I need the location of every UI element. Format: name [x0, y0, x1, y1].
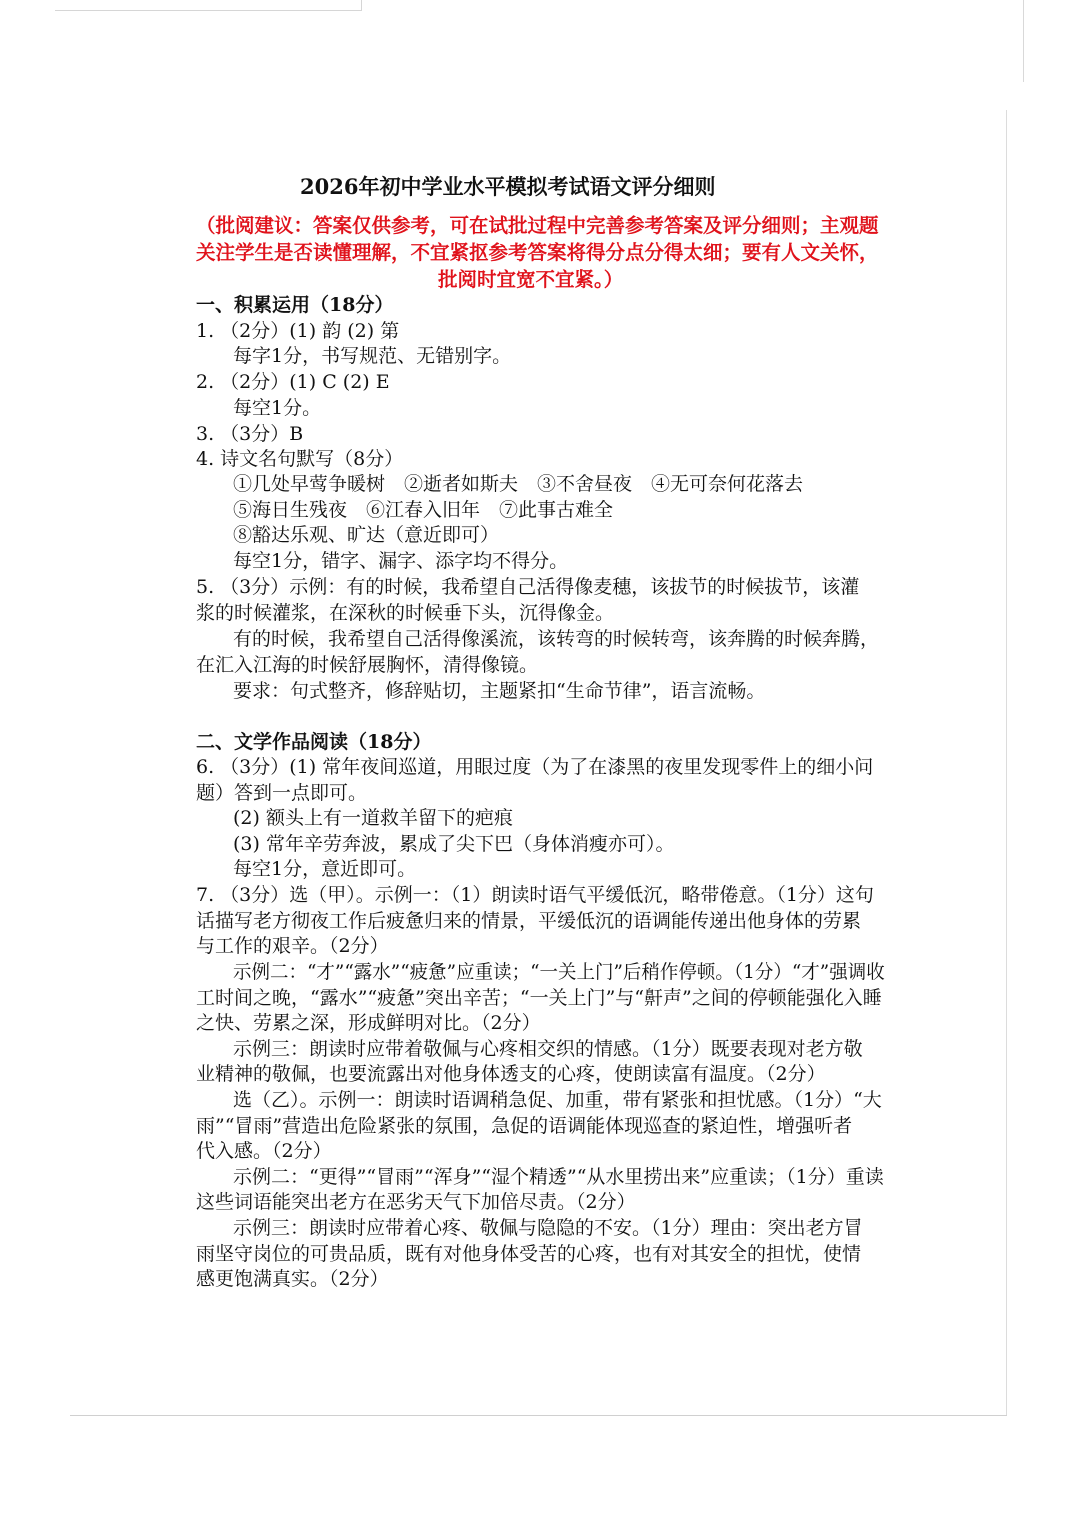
answer-line: 3. （3分）B [196, 423, 304, 445]
grading-notice-line: 关注学生是否读懂理解，不宜紧抠参考答案将得分点分得太细；要有人文关怀， [196, 241, 879, 264]
answer-line: 每空1分，意近即可。 [233, 858, 417, 880]
answer-line: 6. （3分）(1) 常年夜间巡道，用眼过度（为了在漆黑的夜里发现零件上的细小问 [196, 756, 874, 778]
answer-line: (3) 常年辛劳奔波，累成了尖下巴（身体消瘦亦可）。 [233, 833, 675, 855]
answer-line: 之快、劳累之深，形成鲜明对比。（2分） [196, 1012, 541, 1034]
answer-line: 业精神的敬佩，也要流露出对他身体透支的心疼，使朗读富有温度。（2分） [196, 1063, 826, 1085]
answer-line: 每空1分，错字、漏字、添字均不得分。 [233, 550, 569, 572]
answer-line: 浆的时候灌浆，在深秋的时候垂下头，沉得像金。 [196, 602, 615, 624]
answer-line: 感更饱满真实。（2分） [196, 1268, 389, 1290]
answer-line: 选（乙）。示例一：朗读时语调稍急促、加重，带有紧张和担忧感。（1分）“大 [233, 1089, 882, 1111]
answer-line: 示例三：朗读时应带着心疼、敬佩与隐隐的不安。（1分）理由：突出老方冒 [233, 1217, 863, 1239]
answer-line: 5. （3分）示例：有的时候，我希望自己活得像麦穗，该拔节的时候拔节，该灌 [196, 576, 860, 598]
answer-line: 要求：句式整齐，修辞贴切，主题紧扣“生命节律”，语言流畅。 [233, 680, 766, 702]
section-heading: 一、积累运用（18分） [196, 294, 394, 316]
answer-line: 这些词语能突出老方在恶劣天气下加倍尽责。（2分） [196, 1191, 636, 1213]
answer-line: 示例二：“才”“露水”“疲惫”应重读；“一关上门”后稍作停顿。（1分）“才”强调收 [233, 961, 885, 983]
answer-line: 示例二：“更得”“冒雨”“浑身”“湿个精透”“从水里捞出来”应重读；（1分）重读 [233, 1166, 884, 1188]
answer-line: 示例三：朗读时应带着敬佩与心疼相交织的情感。（1分）既要表现对老方敬 [233, 1038, 863, 1060]
answer-line: 雨”“冒雨”营造出危险紧张的氛围，急促的语调能体现巡查的紧迫性，增强听者 [196, 1115, 853, 1137]
answer-line: 雨坚守岗位的可贵品质，既有对他身体受苦的心疼，也有对其安全的担忧，使情 [196, 1243, 862, 1265]
answer-line: 7. （3分）选（甲）。示例一：（1）朗读时语气平缓低沉，略带倦意。（1分）这句 [196, 884, 874, 906]
answer-line: ⑤海日生残夜 ⑥江春入旧年 ⑦此事古难全 [233, 499, 614, 521]
answer-line: 与工作的艰辛。（2分） [196, 935, 389, 957]
grading-notice-line: 批阅时宜宽不宜紧。） [438, 268, 624, 291]
document-title: 2026年初中学业水平模拟考试语文评分细则 [300, 174, 716, 199]
grading-notice-line: （批阅建议：答案仅供参考，可在试批过程中完善参考答案及评分细则；主观题 [196, 214, 879, 237]
answer-line: 每字1分，书写规范、无错别字。 [233, 345, 512, 367]
answer-line: (2) 额头上有一道救羊留下的疤痕 [233, 807, 513, 829]
answer-line: 代入感。（2分） [196, 1140, 332, 1162]
answer-line: ⑧豁达乐观、旷达（意近即可） [233, 524, 500, 546]
answer-line: 每空1分。 [233, 397, 322, 419]
answer-line: 有的时候，我希望自己活得像溪流，该转弯的时候转弯，该奔腾的时候奔腾， [233, 628, 880, 650]
answer-line: 2. （2分）(1) C (2) E [196, 371, 390, 393]
answer-line: ①几处早莺争暖树 ②逝者如斯夫 ③不舍昼夜 ④无可奈何花落去 [233, 473, 804, 495]
answer-line: 在汇入江海的时候舒展胸怀，清得像镜。 [196, 654, 539, 676]
section-heading: 二、文学作品阅读（18分） [196, 731, 432, 753]
answer-line: 1. （2分）(1) 韵 (2) 第 [196, 320, 400, 342]
answer-line: 话描写老方彻夜工作后疲惫归来的情景，平缓低沉的语调能传递出他身体的劳累 [196, 910, 862, 932]
answer-line: 工时间之晚，“露水”“疲惫”突出辛苦；“一关上门”与“鼾声”之间的停顿能强化入睡 [196, 987, 882, 1009]
answer-line: 题）答到一点即可。 [196, 782, 368, 804]
answer-line: 4. 诗文名句默写（8分） [196, 448, 404, 470]
